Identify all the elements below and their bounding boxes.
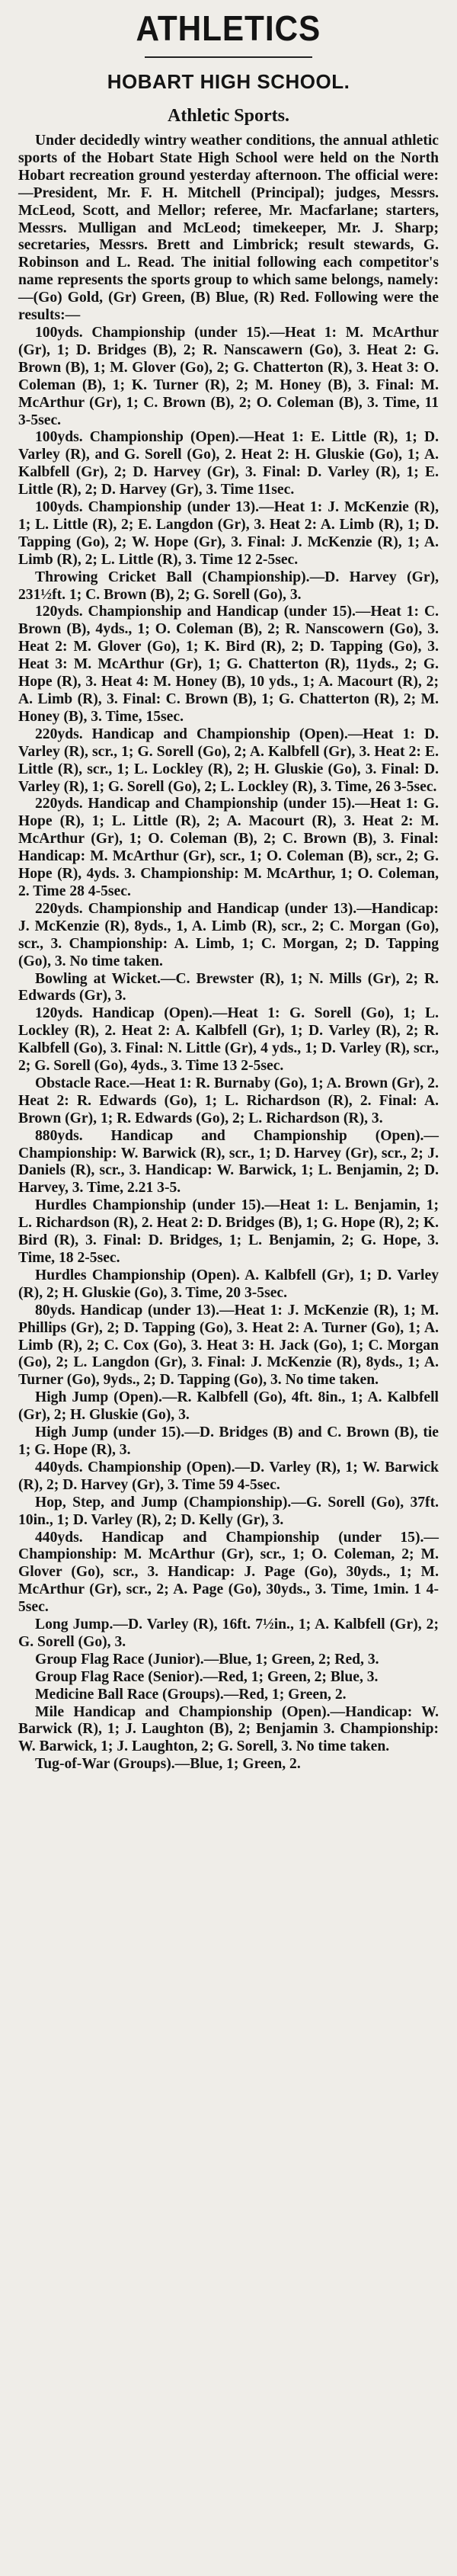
result-paragraph: Medicine Ball Race (Groups).—Red, 1; Green, 2. xyxy=(35,1686,347,1703)
divider-rule xyxy=(145,56,312,58)
result-paragraph: Bowling at Wicket.—C. Brewster (R), 1; N. Mills (Gr), 2; R. Edwards (Gr), 3. xyxy=(18,970,439,1004)
result-paragraph: Obstacle Race.—Heat 1: R. Burnaby (Go), 1; A. Brown (Gr), 2. Heat 2: R. Edwards (Go), 1; L. Richardson (R), 2. Final: A. Brown (Gr), 1; R. Edwards (Go), 2; L. Richardson (R), 3. xyxy=(18,1075,439,1126)
result-paragraph: 120yds. Championship and Handicap (under 15).—Heat 1: C. Brown (B), 4yds., 1; O. Coleman (B), 2; R. Nanscowern (Go), 3. Heat 2: M. Glover (Go), 1; K. Bird (R), 2; D. Tapping (Go), 3. Heat 3: M. McArthur (Gr), 1; G. Chatterton (R), 11yds., 2; G. Hope (R), 3. Heat 4: M. Honey (B), 10 yds., 1; A. Macourt (R), 2; A. Limb (R), 3. Final: C. Brown (B), 1; G. Chatterton (R), 2; M. Honey (B), 3. Time, 15sec. xyxy=(18,604,439,725)
result-paragraph: 440yds. Championship (Open).—D. Varley (R), 1; W. Barwick (R), 2; D. Harvey (Gr), 3. Time 59 4-5sec. xyxy=(18,1459,439,1493)
school-heading: HOBART HIGH SCHOOL. xyxy=(107,70,350,93)
result-paragraph: Tug-of-War (Groups).—Blue, 1; Green, 2. xyxy=(35,1756,301,1773)
result-paragraph: 100yds. Championship (under 13).—Heat 1: J. McKenzie (R), 1; L. Little (R), 2; E. Langdon (Gr), 3. Heat 2: A. Limb (R), 1; D. Tapping (Go), 2; W. Hope (Gr), 3. Final: J. McKenzie (R), 1; A. Limb (R), 2; L. Little (R), 3. Time 12 2-5sec. xyxy=(18,499,439,568)
result-paragraph: Throwing Cricket Ball (Championship).—D. Harvey (Gr), 231½ft. 1; C. Brown (B), 2; G. Sorell (Go), 3. xyxy=(18,569,439,603)
result-paragraph: 440yds. Handicap and Championship (under 15).—Championship: M. McArthur (Gr), scr., 1; O. Coleman, 2; M. Glover (Go), scr., 3. Handicap: J. Page (Go), 30yds., 1; M. McArthur (Gr), scr., 2; A. Page (Go), 30yds., 3. Time, 1min. 1 4-5sec. xyxy=(18,1529,439,1616)
article-body xyxy=(18,133,439,1773)
intro-paragraph: Under decidedly wintry weather conditions, the annual athletic sports of the Hobart State High School were held on the North Hobart recreation ground yesterday afternoon. The official were:—President, Mr. F. H. Mitchell (Principal); judges, Messrs. McLeod, Scott, and Mellor; referee, Mr. Macfarlane; starters, Messrs. Mulligan and McLeod; timekeeper, Mr. J. Sharp; secretaries, Messrs. Brett and Limbrick; result stewards, G. Robinson and L. Read. The initial following each competitor's name represents the sports group to which same belongs, namely:—(Go) Gold, (Gr) Green, (B) Blue, (R) Red. Following were the results:— xyxy=(18,133,439,324)
result-paragraph: High Jump (under 15).—D. Bridges (B) and C. Brown (B), tie 1; G. Hope (R), 3. xyxy=(18,1424,439,1458)
result-paragraph: Hurdles Championship (Open). A. Kalbfell (Gr), 1; D. Varley (R), 2; H. Gluskie (Go), 3. Time, 20 3-5sec. xyxy=(18,1267,439,1301)
result-paragraph: Hop, Step, and Jump (Championship).—G. Sorell (Go), 37ft. 10in., 1; D. Varley (R), 2; D. Kelly (Gr), 3. xyxy=(18,1494,439,1528)
result-paragraph: 100yds. Championship (Open).—Heat 1: E. Little (R), 1; D. Varley (R), and G. Sorell (Go), 2. Heat 2: H. Gluskie (Go), 1; A. Kalbfell (Gr), 2; D. Harvey (Gr), 3. Final: D. Varley (R), 1; E. Little (R), 2; D. Harvey (Gr), 3. Time 11sec. xyxy=(18,429,439,498)
result-paragraph: Long Jump.—D. Varley (R), 16ft. 7½in., 1; A. Kalbfell (Gr), 2; G. Sorell (Go), 3. xyxy=(18,1616,439,1650)
event-heading: Athletic Sports. xyxy=(168,106,289,126)
result-paragraph: 80yds. Handicap (under 13).—Heat 1: J. McKenzie (R), 1; M. Phillips (Gr), 2; D. Tapping (Go), 3. Heat 2: A. Turner (Go), 1; A. Limb (R), 2; C. Cox (Go), 3. Heat 3: H. Jack (Go), 1; C. Morgan (Go), 2; L. Langdon (Gr), 3. Final: J. McKenzie (R), 8yds., 1; A. Turner (Go), 9yds., 2; D. Tapping (Go), 3. No time taken. xyxy=(18,1302,439,1389)
result-paragraph: 220yds. Championship and Handicap (under 13).—Handicap: J. McKenzie (R), 8yds., 1, A. Limb (R), scr., 2; C. Morgan (Go), scr., 3. Championship: A. Limb, 1; C. Morgan, 2; D. Tapping (Go), 3. No time taken. xyxy=(18,900,439,969)
section-headline: ATHLETICS xyxy=(136,8,321,48)
result-paragraph: High Jump (Open).—R. Kalbfell (Go), 4ft. 8in., 1; A. Kalbfell (Gr), 2; H. Gluskie (Go), 3. xyxy=(18,1389,439,1424)
result-paragraph: Mile Handicap and Championship (Open).—Handicap: W. Barwick (R), 1; J. Laughton (B), 2; Benjamin 3. Championship: W. Barwick, 1; J. Laughton, 2; G. Sorell, 3. No time taken. xyxy=(18,1703,439,1755)
headline-wrap xyxy=(18,8,439,48)
result-paragraph: Group Flag Race (Senior).—Red, 1; Green, 2; Blue, 3. xyxy=(35,1668,379,1685)
result-paragraph: 100yds. Championship (under 15).—Heat 1: M. McArthur (Gr), 1; D. Bridges (B), 2; R. Nanscawern (Go), 3. Heat 2: G. Brown (B), 1; M. Glover (Go), 2; G. Chatterton (R), 3. Heat 3: O. Coleman (B), 1; K. Turner (R), 2; M. Honey (B), 3. Final: M. McArthur (Gr), 1; C. Brown (B), 2; O. Coleman (B), 3. Time, 11 3-5sec. xyxy=(18,324,439,428)
result-paragraph: Group Flag Race (Junior).—Blue, 1; Green, 2; Red, 3. xyxy=(35,1651,379,1668)
result-paragraph: 880yds. Handicap and Championship (Open).—Championship: W. Barwick (R), scr., 1; D. Harvey (Gr), scr., 2; J. Daniels (R), scr., 3. Handicap: W. Barwick, 1; L. Benjamin, 2; D. Harvey, 3. Time, 2.21 3-5. xyxy=(18,1127,439,1197)
result-paragraph: 220yds. Handicap and Championship (under 15).—Heat 1: G. Hope (R), 1; L. Little (R), 2; A. Macourt (R), 3. Heat 2: M. McArthur (Gr), 1; O. Coleman (B), 2; C. Brown (B), 3. Final: Handicap: M. McArthur (Gr), scr., 1; O. Coleman (B), scr., 2; G. Hope (R), 4yds. 3. Championship: M. McArthur, 1; O. Coleman, 2. Time 28 4-5sec. xyxy=(18,796,439,899)
result-paragraph: 220yds. Handicap and Championship (Open).—Heat 1: D. Varley (R), scr., 1; G. Sorell (Go), 2; A. Kalbfell (Gr), 3. Heat 2: E. Little (R), scr., 1; L. Lockley (R), 2; H. Gluskie (Go), 3. Final: D. Varley (R), 1; G. Sorell (Go), 2; L. Lockley (R), 3. Time, 26 3-5sec. xyxy=(18,726,439,795)
result-paragraph: 120yds. Handicap (Open).—Heat 1: G. Sorell (Go), 1; L. Lockley (R), 2. Heat 2: A. Kalbfell (Gr), 1; D. Varley (R), 2; R. Kalbfell (Go), 3. Final: N. Little (Gr), 4 yds., 1; D. Varley (R), scr., 2; G. Sorell (Go), 4yds., 3. Time 13 2-5sec. xyxy=(18,1005,439,1075)
result-paragraph: Hurdles Championship (under 15).—Heat 1: L. Benjamin, 1; L. Richardson (R), 2. Heat 2: D. Bridges (B), 1; G. Hope (R), 2; K. Bird (R), 3. Final: D. Bridges, 1; L. Benjamin, 2; G. Hope, 3. Time, 18 2-5sec. xyxy=(18,1197,439,1266)
